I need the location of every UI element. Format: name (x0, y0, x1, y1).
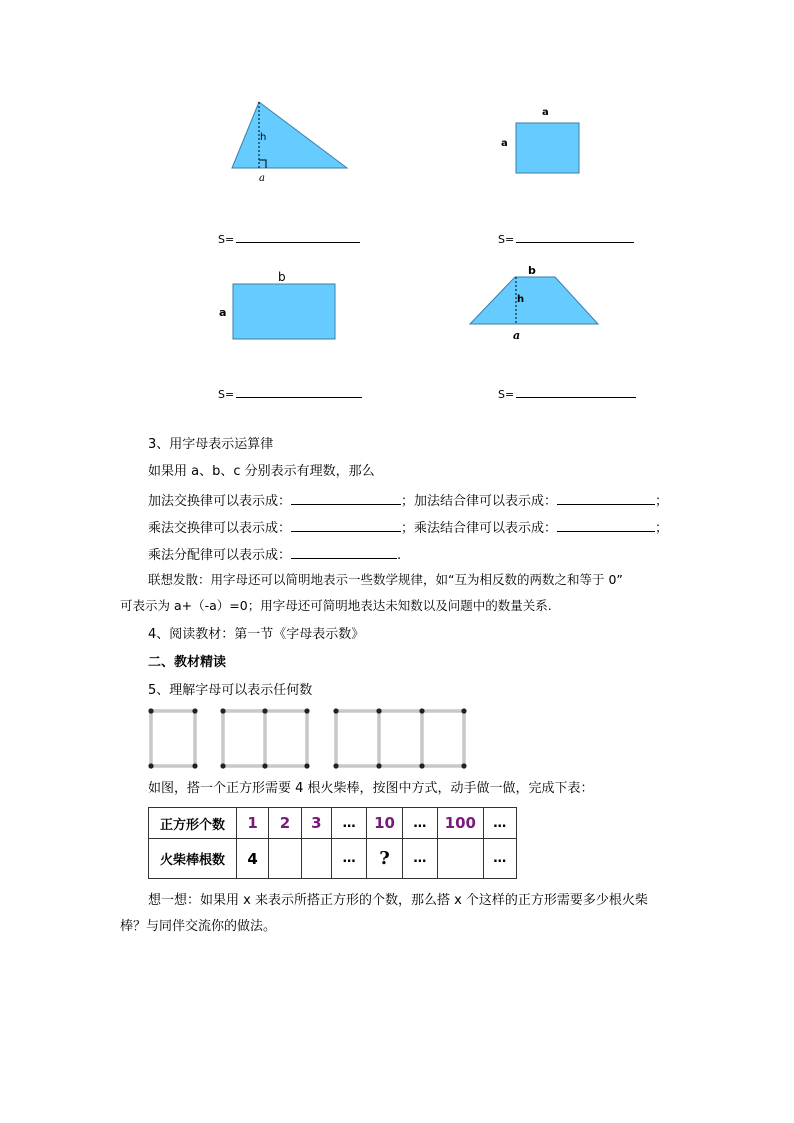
area-prompt-3: S= (218, 387, 362, 401)
matchstick-figure (140, 702, 475, 774)
trapezoid-base-label: a (513, 329, 521, 342)
area-prompt-4: S= (498, 387, 636, 401)
rectangle-side-label: a (219, 306, 227, 319)
section-5-title: 5、理解字母可以表示任何数 (148, 683, 313, 698)
table-answer-cell[interactable] (438, 839, 483, 879)
square-figure (495, 104, 585, 176)
table-row (149, 839, 517, 879)
area-prompt-1: S= (218, 232, 360, 246)
trapezoid-top-label: b (528, 264, 536, 277)
table-answer-cell[interactable] (301, 839, 331, 879)
table-cell: … (331, 808, 366, 839)
triangle-figure (225, 98, 355, 184)
trapezoid-figure (465, 262, 605, 344)
section-5-description: 如图，搭一个正方形需要 4 根火柴棒，按图中方式，动手做一做，完成下表： (148, 781, 594, 796)
section-4: 4、阅读教材：第一节《字母表示数》 (148, 627, 365, 642)
table-cell: 100 (438, 808, 483, 839)
multiplication-commutative-blank[interactable] (291, 517, 401, 532)
table-answer-cell[interactable]: ? (367, 839, 402, 879)
table-cell: … (402, 839, 437, 879)
think-line-2: 棒？与同伴交流你的做法。 (120, 919, 277, 934)
table-cell: … (402, 808, 437, 839)
association-paragraph-line-1: 联想发散：用字母还可以简明地表示一些数学规律，如“互为相反数的两数之和等于 0” (148, 572, 623, 587)
table-header-matchsticks: 火柴棒根数 (149, 839, 237, 879)
part-2-title: 二、教材精读 (148, 655, 227, 670)
table-answer-cell[interactable] (269, 839, 301, 879)
section-3-title: 3、用字母表示运算律 (148, 437, 274, 452)
area-answer-blank[interactable] (236, 232, 360, 243)
table-cell: … (483, 839, 516, 879)
addition-laws-line: 加法交换律可以表示成： ；加法结合律可以表示成： ； (148, 490, 668, 511)
table-cell: 3 (301, 808, 331, 839)
area-prompt-2: S= (498, 232, 634, 246)
matchstick-table (148, 807, 517, 879)
square-side-label: a (501, 138, 508, 149)
rectangle-top-label: b (278, 270, 286, 284)
square-top-label: a (542, 107, 549, 118)
section-3-intro: 如果用 a、b、c 分别表示有理数，那么 (148, 464, 375, 479)
area-answer-blank[interactable] (516, 232, 634, 243)
distributive-blank[interactable] (291, 544, 397, 559)
table-cell: 4 (236, 839, 268, 879)
table-cell: 2 (269, 808, 301, 839)
trapezoid-height-label: h (517, 294, 525, 305)
table-header-squares: 正方形个数 (149, 808, 237, 839)
rectangle-figure (215, 266, 340, 342)
area-answer-blank[interactable] (236, 387, 362, 398)
distributive-law-line: 乘法分配律可以表示成： . (148, 544, 401, 565)
triangle-base-label: a (259, 173, 265, 184)
table-cell: … (331, 839, 366, 879)
multiplication-laws-line: 乘法交换律可以表示成： ；乘法结合律可以表示成： ； (148, 517, 668, 538)
association-paragraph-line-2: 可表示为 a+（-a）=0；用字母还可简明地表达未知数以及问题中的数量关系. (120, 598, 552, 613)
addition-associative-blank[interactable] (557, 490, 655, 505)
triangle-height-label: h (260, 132, 267, 143)
table-cell: … (483, 808, 516, 839)
multiplication-associative-blank[interactable] (557, 517, 655, 532)
think-line-1: 想一想：如果用 x 来表示所搭正方形的个数，那么搭 x 个这样的正方形需要多少根火柴 (148, 893, 648, 908)
table-row (149, 808, 517, 839)
table-cell: 10 (367, 808, 402, 839)
table-cell: 1 (236, 808, 268, 839)
addition-commutative-blank[interactable] (291, 490, 401, 505)
area-answer-blank[interactable] (516, 387, 636, 398)
